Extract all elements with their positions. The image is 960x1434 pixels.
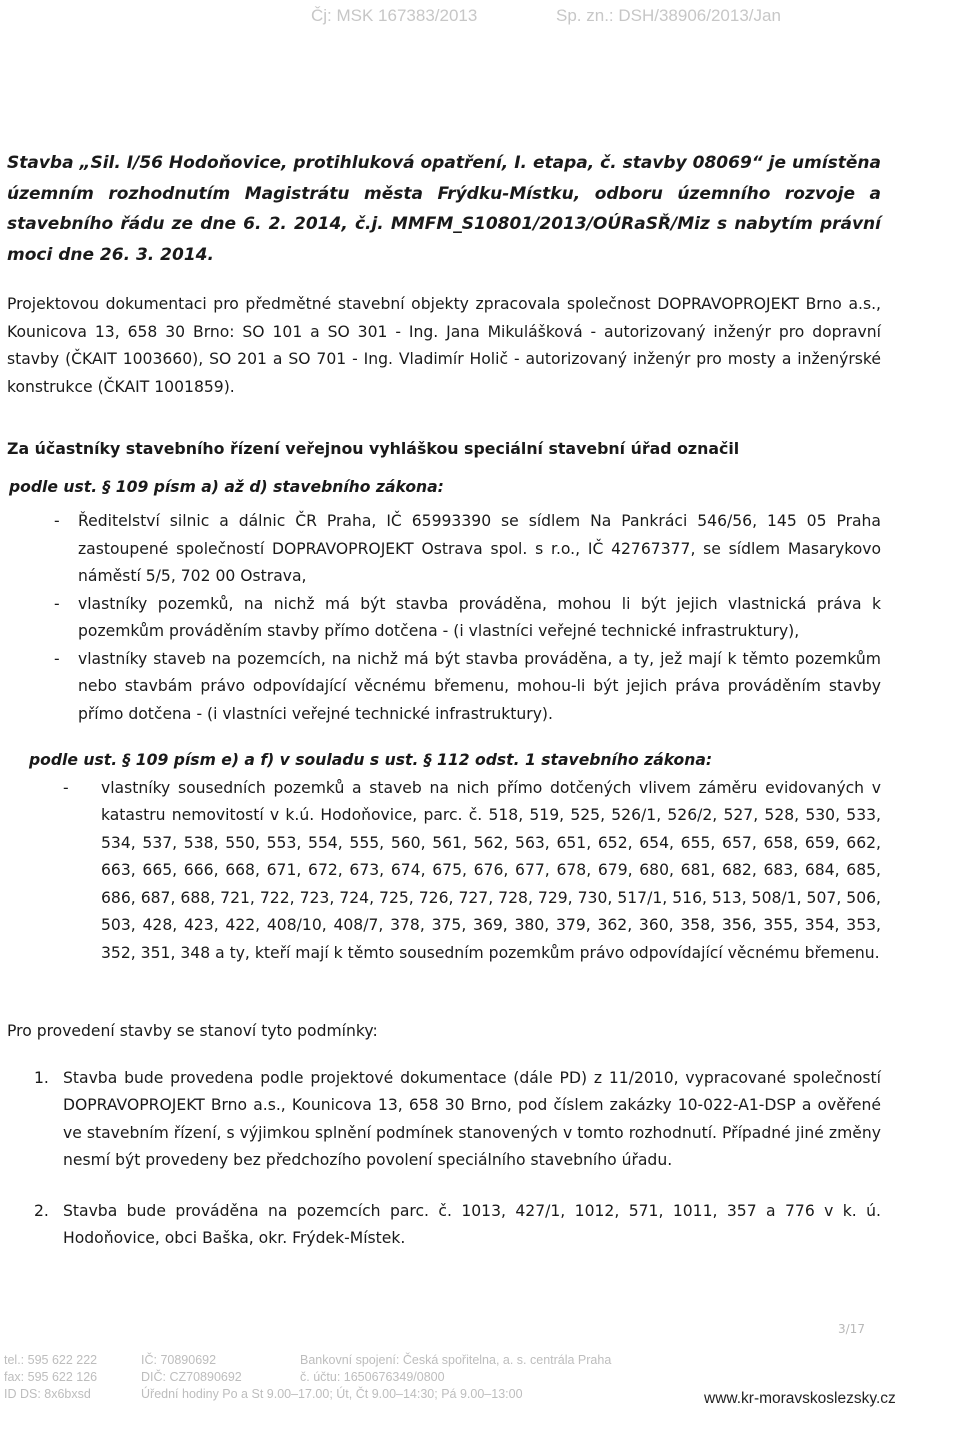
footer-account: č. účtu: 1650676349/0800: [300, 1370, 445, 1384]
document-footer: [0, 1352, 960, 1412]
footer-bank-name: Bankovní spojení: Česká spořitelna, a. s. centrála Praha: [300, 1353, 612, 1367]
list-item: - Ředitelství silnic a dálnic ČR Praha, IČ 65993390 se sídlem Na Pankráci 546/56, 145 05 Praha zastoupené společností DOPRAVOPROJEKT Ostrava spol. s r.o., IČ 42767377, se sídlem Masarykovo náměstí 5/5, 702 00 Ostrava,: [7, 508, 881, 591]
page-number: 3/17: [838, 1322, 865, 1336]
condition-text: Stavba bude provedena podle projektové dokumentace (dále PD) z 11/2010, vypracované společností DOPRAVOPROJEKT Brno a.s., Kounicova 13, 658 30 Brno, pod číslem zakázky 10-022-A1-DSP a ověřené ve stavebním řízení, s výjimkou splnění podmínek stanovených v tomto rozhodnutí. Případné jiné změny nesmí být provedeny bez předchozího povolení speciálního stavebního úřadu.: [63, 1068, 881, 1169]
participants-list-2: [7, 775, 881, 968]
legal-basis-heading-2: podle ust. § 109 písm e) a f) v souladu s ust. § 112 odst. 1 stavebního zákona:: [29, 751, 713, 769]
website-link[interactable]: www.kr-moravskoslezsky.cz: [704, 1390, 896, 1407]
footer-bank: [300, 1352, 611, 1386]
participants-heading: Za účastníky stavebního řízení veřejnou vyhláškou speciální stavební úřad označil: [7, 439, 740, 458]
footer-office-hours: Úřední hodiny Po a St 9.00–17.00; Út, Čt 9.00–14:30; Pá 9.00–13:00: [141, 1387, 523, 1401]
list-item: - vlastníky staveb na pozemcích, na nichž má být stavba prováděna, a ty, jež mají k těmto pozemkům nebo stavbám právo odpovídající věcnému břemenu, mohou-li být jejich práva prováděním stavby přímo dotčena - (i vlastníci veřejné technické infrastruktury).: [7, 646, 881, 729]
condition-text: Stavba bude prováděna na pozemcích parc. č. 1013, 427/1, 1012, 571, 1011, 357 a 776 v k. ú. Hodoňovice, obci Baška, okr. Frýdek-Místek.: [63, 1201, 881, 1247]
condition-item: [7, 1065, 881, 1175]
footer-fax: fax: 595 622 126: [4, 1370, 98, 1384]
intro-paragraph: Stavba „Sil. I/56 Hodoňovice, protihluková opatření, I. etapa, č. stavby 08069“ je umístěna územním rozhodnutím Magistrátu města Frýdku-Místku, odboru územního rozvoje a stavebního řádu ze dne 6. 2. 2014, č.j. MMFM_S10801/2013/OÚRaSŘ/Miz s nabytím právní moci dne 26. 3. 2014.: [7, 153, 881, 265]
document-body: [7, 148, 881, 1276]
legal-basis-heading-1: podle ust. § 109 písm a) až d) stavebního zákona:: [9, 477, 444, 496]
document-header: [0, 6, 960, 32]
footer-contacts: [4, 1352, 97, 1403]
condition-number: 2.: [34, 1201, 49, 1220]
footer-dic: DIČ: CZ70890692: [141, 1370, 242, 1384]
participants-list-1: [7, 508, 881, 728]
footer-phone: tel.: 595 622 222: [4, 1353, 98, 1367]
conditions-list: [7, 1065, 881, 1253]
footer-ico: IČ: 70890692: [141, 1353, 217, 1367]
project-documentation-paragraph: Projektovou dokumentaci pro předmětné stavební objekty zpracovala společnost DOPRAVOPROJEKT Brno a.s., Kounicova 13, 658 30 Brno: SO 101 a SO 301 - Ing. Jana Mikulášková - autorizovaný inženýr pro dopravní stavby (ČKAIT 1003660), SO 201 a SO 701 - Ing. Vladimír Holič - autorizovaný inženýr pro mosty a inženýrské konstrukce (ČKAIT 1001859).: [7, 295, 881, 396]
conditions-title: Pro provedení stavby se stanoví tyto podmínky:: [7, 1022, 378, 1040]
footer-databox: ID DS: 8x6bxsd: [4, 1387, 91, 1401]
list-item: - vlastníky sousedních pozemků a staveb na nich přímo dotčených vlivem záměru evidovaných v katastru nemovitostí v k.ú. Hodoňovice, parc. č. 518, 519, 525, 526/1, 526/2, 527, 528, 530, 533, 534, 537, 538, 550, 553, 554, 555, 560, 561, 562, 563, 651, 652, 654, 655, 657, 658, 659, 662, 663, 665, 666, 668, 671, 672, 673, 674, 675, 676, 677, 678, 679, 680, 681, 682, 683, 684, 685, 686, 687, 688, 721, 722, 723, 724, 725, 726, 727, 728, 729, 730, 517/1, 516, 513, 508/1, 507, 506, 503, 428, 423, 422, 408/10, 408/7, 378, 375, 369, 380, 379, 362, 360, 358, 356, 355, 354, 353, 352, 351, 348 a ty, kteří mají k těmto sousedním pozemkům právo odpovídající věcnému břemenu.: [7, 775, 881, 968]
list-item: - vlastníky pozemků, na nichž má být stavba prováděna, mohou li být jejich vlastnická práva k pozemkům prováděním stavby přímo dotčena - (i vlastníci veřejné technické infrastruktury),: [7, 591, 881, 646]
file-mark: Sp. zn.: DSH/38906/2013/Jan: [556, 6, 781, 25]
condition-item: [7, 1198, 881, 1253]
reference-number: Čj: MSK 167383/2013: [311, 6, 478, 25]
condition-number: 1.: [34, 1068, 49, 1087]
